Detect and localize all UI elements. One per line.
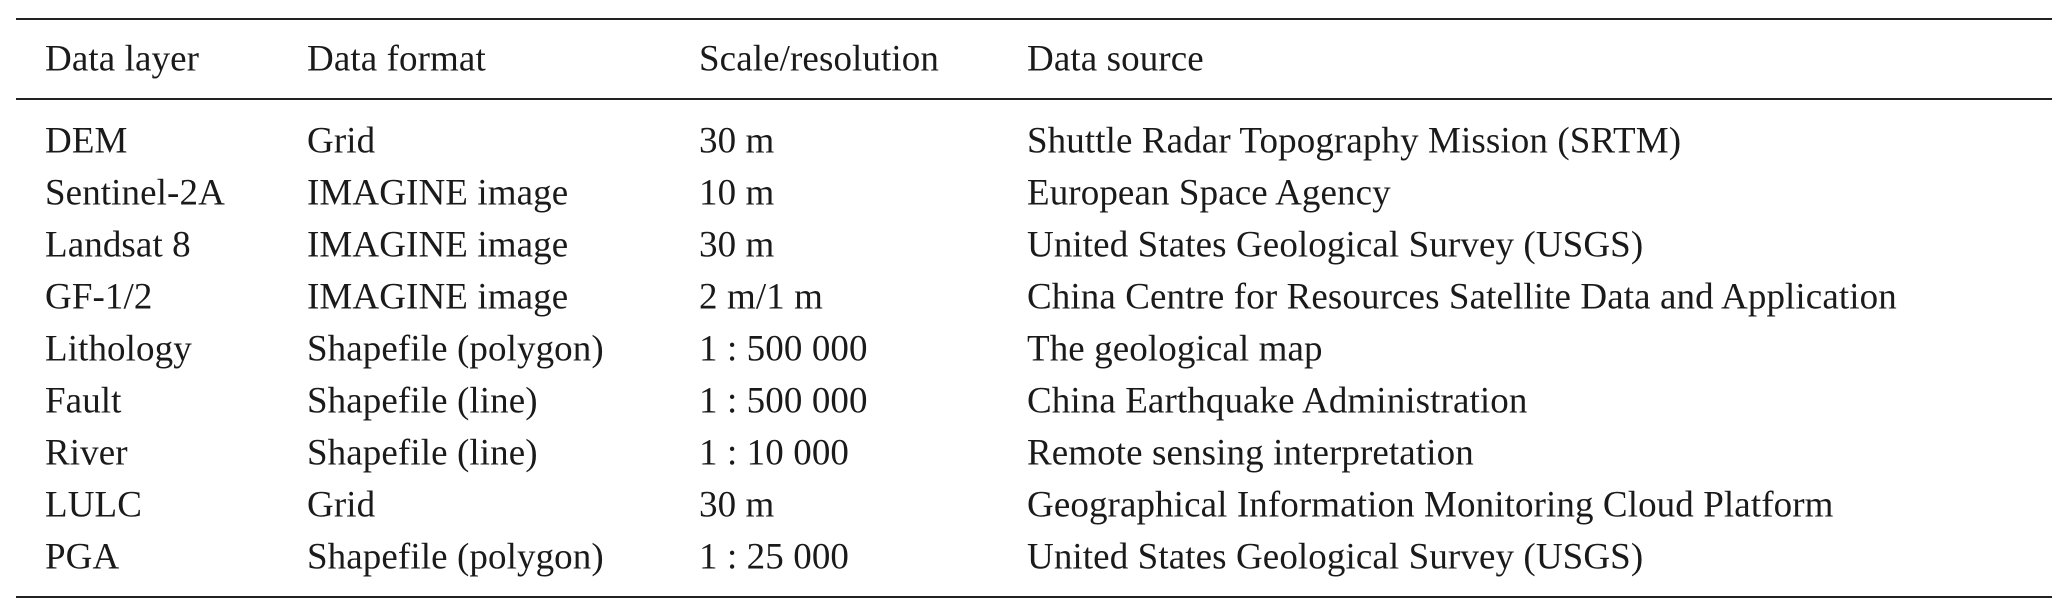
table-header-row <box>16 20 2052 98</box>
cell-data-format: Shapefile (line) <box>307 380 538 422</box>
cell-scale-resolution: 1 : 500 000 <box>699 328 868 370</box>
cell-data-layer: PGA <box>45 536 120 578</box>
cell-scale-resolution: 1 : 25 000 <box>699 536 850 578</box>
cell-data-layer: Lithology <box>45 328 192 370</box>
table-body <box>16 100 2052 596</box>
cell-data-source: European Space Agency <box>1027 172 1391 214</box>
table-row <box>16 115 2052 167</box>
header-data-layer: Data layer <box>45 38 200 80</box>
table-row <box>16 271 2052 323</box>
cell-data-format: IMAGINE image <box>307 276 569 318</box>
cell-data-source: China Earthquake Administration <box>1027 380 1528 422</box>
table-row <box>16 531 2052 583</box>
cell-scale-resolution: 30 m <box>699 484 775 526</box>
table-row <box>16 167 2052 219</box>
table-row <box>16 375 2052 427</box>
table-row <box>16 427 2052 479</box>
cell-data-format: Shapefile (polygon) <box>307 328 604 370</box>
cell-data-source: China Centre for Resources Satellite Data and Application <box>1027 276 1897 318</box>
cell-data-layer: Fault <box>45 380 122 422</box>
data-layers-table <box>16 18 2052 598</box>
header-scale-resolution: Scale/resolution <box>699 38 939 80</box>
cell-data-format: Shapefile (polygon) <box>307 536 604 578</box>
cell-data-source: Shuttle Radar Topography Mission (SRTM) <box>1027 120 1682 162</box>
cell-data-source: United States Geological Survey (USGS) <box>1027 536 1644 578</box>
cell-data-source: The geological map <box>1027 328 1323 370</box>
cell-data-format: IMAGINE image <box>307 224 569 266</box>
cell-data-format: Shapefile (line) <box>307 432 538 474</box>
cell-data-source: Geographical Information Monitoring Cloud Platform <box>1027 484 1834 526</box>
cell-scale-resolution: 30 m <box>699 120 775 162</box>
cell-data-layer: GF-1/2 <box>45 276 153 318</box>
table-bottom-rule <box>16 596 2052 598</box>
cell-data-source: United States Geological Survey (USGS) <box>1027 224 1644 266</box>
cell-data-layer: DEM <box>45 120 128 162</box>
cell-data-layer: LULC <box>45 484 143 526</box>
cell-data-source: Remote sensing interpretation <box>1027 432 1474 474</box>
table-row <box>16 479 2052 531</box>
cell-scale-resolution: 10 m <box>699 172 775 214</box>
cell-data-layer: Landsat 8 <box>45 224 191 266</box>
cell-scale-resolution: 2 m/1 m <box>699 276 824 318</box>
cell-data-format: Grid <box>307 120 376 162</box>
cell-scale-resolution: 30 m <box>699 224 775 266</box>
cell-data-layer: River <box>45 432 128 474</box>
header-data-source: Data source <box>1027 38 1204 80</box>
cell-scale-resolution: 1 : 500 000 <box>699 380 868 422</box>
cell-data-layer: Sentinel-2A <box>45 172 225 214</box>
table-row <box>16 219 2052 271</box>
cell-data-format: IMAGINE image <box>307 172 569 214</box>
cell-scale-resolution: 1 : 10 000 <box>699 432 850 474</box>
table-row <box>16 323 2052 375</box>
header-data-format: Data format <box>307 38 486 80</box>
cell-data-format: Grid <box>307 484 376 526</box>
